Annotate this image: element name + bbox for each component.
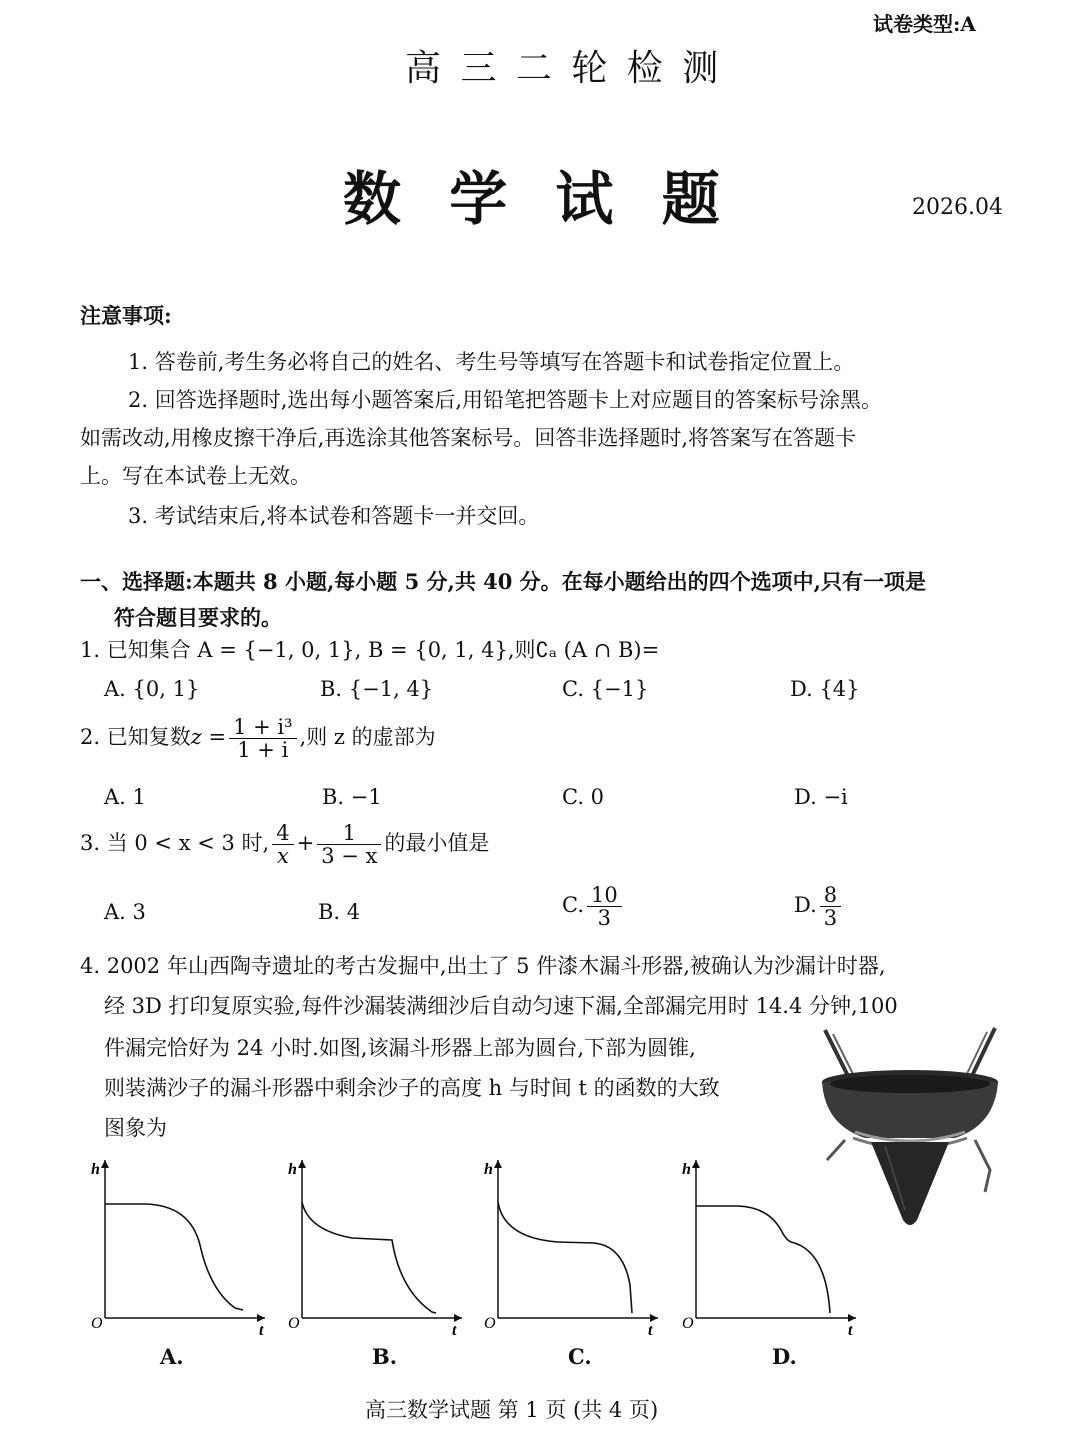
question-4-line-1: 4. 2002 年山西陶寺遗址的考古发掘中,出土了 5 件漆木漏斗形器,被确认为沙漏计时器, <box>80 954 886 978</box>
q3-f1-denominator: x <box>276 844 289 869</box>
q2-prefix: 2. 已知复数 <box>80 725 191 750</box>
q2-suffix: ,则 z 的虚部为 <box>299 725 436 750</box>
subject-title: 数 学 试 题 <box>343 165 734 233</box>
graph-c-origin: O <box>484 1315 496 1332</box>
page-footer: 高三数学试题 第 1 页 (共 4 页) <box>365 1398 659 1422</box>
question-3-stem <box>80 822 489 867</box>
q3-f2-denominator: 3 − x <box>321 844 378 869</box>
question-1-stem: 1. 已知集合 A = {−1, 0, 1}, B = {0, 1, 4},则∁ₐ (A ∩ B)= <box>80 638 660 662</box>
q3-suffix: 的最小值是 <box>384 831 490 856</box>
q2-numerator: 1 + i³ <box>229 716 296 739</box>
graph-option-a <box>85 1150 275 1340</box>
q2-var: z = <box>190 725 227 750</box>
graph-b-x-label: t <box>452 1322 457 1339</box>
graph-a-x-label: t <box>259 1322 264 1339</box>
graph-d-y-label: h <box>682 1161 691 1178</box>
graph-d-x-label: t <box>848 1322 853 1339</box>
q3-f2-numerator: 1 <box>317 822 381 845</box>
graph-c-x-arrow <box>650 1314 658 1322</box>
q3-plus: + <box>296 831 315 856</box>
q3-fraction-1 <box>272 822 293 867</box>
graph-b-y-label: h <box>288 1161 297 1178</box>
q3-option-a: A. 3 <box>104 900 146 924</box>
paper-type: 试卷类型:A <box>873 12 976 36</box>
graph-a-y-arrow <box>101 1160 109 1168</box>
graph-option-c <box>478 1150 668 1340</box>
q3-option-c <box>562 884 625 929</box>
graph-a-origin: O <box>91 1315 103 1332</box>
exam-date: 2026.04 <box>912 195 1003 220</box>
graph-option-d <box>676 1150 866 1340</box>
q1-option-d: D. {4} <box>790 677 860 701</box>
q3-f1-numerator: 4 <box>272 822 293 845</box>
graph-c-y-arrow <box>494 1160 502 1168</box>
graph-d-y-arrow <box>692 1160 700 1168</box>
graph-c-x-label: t <box>648 1322 653 1339</box>
q3-prefix: 3. 当 0 < x < 3 时, <box>80 831 270 856</box>
graph-d-curve <box>696 1206 830 1313</box>
section-heading-cont: 符合题目要求的。 <box>114 605 282 630</box>
q2-fraction <box>229 716 296 761</box>
q3-fraction-2 <box>317 822 381 867</box>
notice-item-2: 2. 回答选择题时,选出每小题答案后,用铅笔把答题卡上对应题目的答案标号涂黑。 <box>128 388 883 412</box>
q3-option-d-fraction <box>820 884 841 929</box>
q2-option-d: D. −i <box>794 785 848 809</box>
exam-name: 高 三 二 轮 检 测 <box>405 48 723 89</box>
q3-option-d <box>794 884 844 929</box>
graph-c-y-label: h <box>484 1161 493 1178</box>
q3-option-d-den: 3 <box>823 906 838 931</box>
q2-denominator: 1 + i <box>237 738 289 763</box>
q2-option-c: C. 0 <box>562 785 605 809</box>
notice-item-2-end: 上。写在本试卷上无效。 <box>80 464 311 488</box>
q2-option-b: B. −1 <box>322 785 382 809</box>
graph-b-x-arrow <box>454 1314 462 1322</box>
question-4-line-4: 则装满沙子的漏斗形器中剩余沙子的高度 h 与时间 t 的函数的大致 <box>104 1076 720 1100</box>
q1-option-b: B. {−1, 4} <box>320 677 434 701</box>
graph-a-x-arrow <box>257 1314 265 1322</box>
graph-label-b: B. <box>372 1344 398 1369</box>
graph-c-curve <box>498 1202 632 1313</box>
section-heading: 一、选择题:本题共 8 小题,每小题 5 分,共 40 分。在每小题给出的四个选项中,只有一项是 <box>80 569 926 594</box>
graph-a-curve <box>105 1204 243 1310</box>
q1-option-a: A. {0, 1} <box>104 677 200 701</box>
notice-item-2-cont: 如需改动,用橡皮擦干净后,再选涂其他答案标号。回答非选择题时,将答案写在答题卡 <box>80 426 857 450</box>
q3-option-c-den: 3 <box>597 906 612 931</box>
question-4-line-3: 件漏完恰好为 24 小时.如图,该漏斗形器上部为圆台,下部为圆锥, <box>104 1036 696 1060</box>
graph-b-y-arrow <box>298 1160 306 1168</box>
graph-b-curve <box>302 1202 436 1313</box>
q3-option-b: B. 4 <box>318 900 361 924</box>
q3-option-c-fraction <box>587 884 622 929</box>
graph-d-x-arrow <box>848 1314 856 1322</box>
graph-label-c: C. <box>568 1344 592 1369</box>
q3-option-c-label: C. <box>562 893 584 918</box>
notice-item-1: 1. 答卷前,考生务必将自己的姓名、考生号等填写在答题卡和试卷指定位置上。 <box>128 350 855 374</box>
q3-option-d-label: D. <box>794 893 817 918</box>
graph-b-origin: O <box>288 1315 300 1332</box>
graph-a-y-label: h <box>91 1161 100 1178</box>
question-4-line-5: 图象为 <box>104 1116 167 1140</box>
question-2-stem <box>80 716 436 761</box>
q3-option-d-num: 8 <box>820 884 841 907</box>
graph-label-a: A. <box>160 1344 184 1369</box>
graph-d-origin: O <box>682 1315 694 1332</box>
graph-option-b <box>282 1150 472 1340</box>
graph-label-d: D. <box>772 1344 797 1369</box>
q3-option-c-num: 10 <box>587 884 622 907</box>
question-4-line-2: 经 3D 打印复原实验,每件沙漏装满细沙后自动匀速下漏,全部漏完用时 14.4 分钟,100 <box>104 994 898 1018</box>
notice-item-3: 3. 考试结束后,将本试卷和答题卡一并交回。 <box>128 504 540 528</box>
q2-option-a: A. 1 <box>104 785 146 809</box>
notice-heading: 注意事项: <box>80 303 172 328</box>
q1-option-c: C. {−1} <box>562 677 649 701</box>
